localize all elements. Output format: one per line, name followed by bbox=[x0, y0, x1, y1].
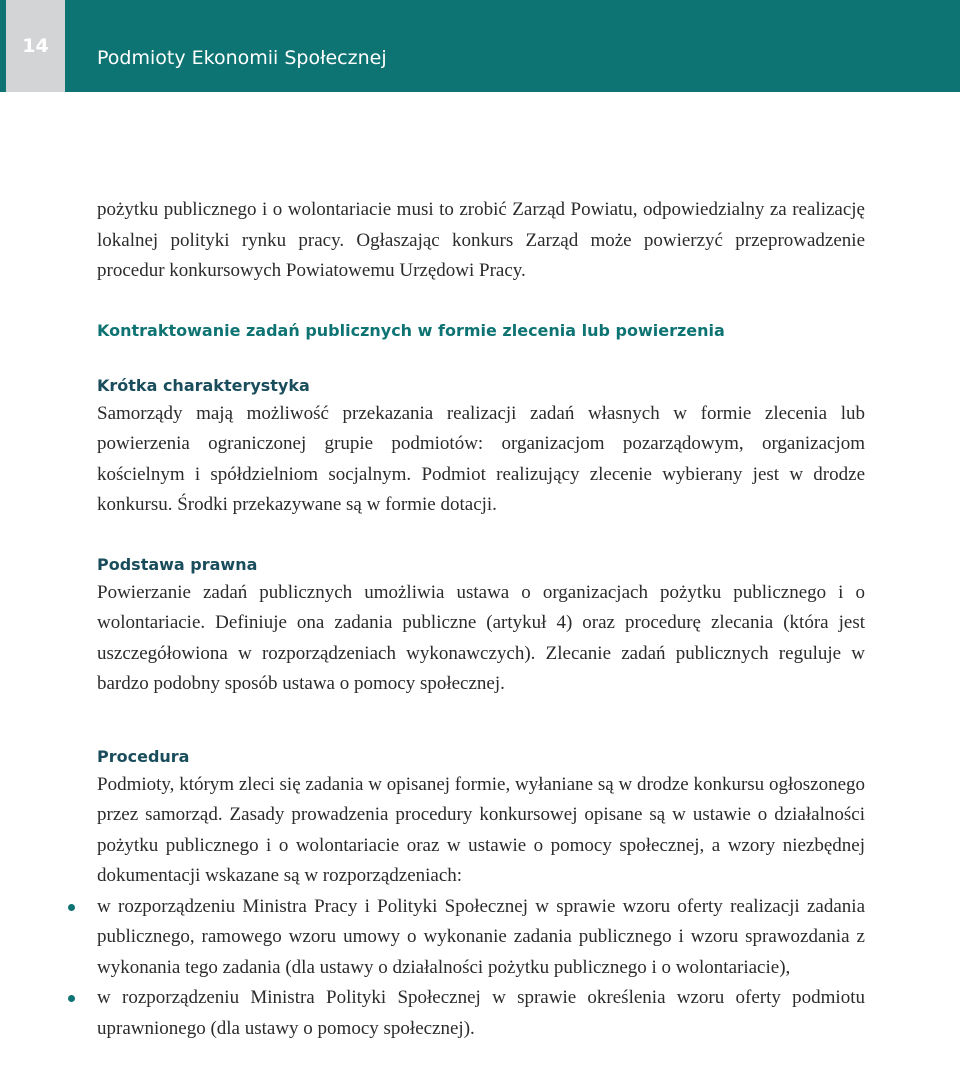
intro-paragraph: pożytku publicznego i o wolontariacie musi to zrobić Zarząd Powiatu, odpowiedzialny za realizację lokalnej polityki rynku pracy. Ogłaszając konkurs Zarząd może powierzyć przeprowadzenie procedur konkursowych Powiatowemu Urzędowi Pracy. bbox=[97, 199, 865, 281]
characteristics-heading: Krótka charakterystyka bbox=[97, 375, 310, 395]
header-title: Podmioty Ekonomii Społecznej bbox=[97, 47, 387, 69]
bullet-icon bbox=[68, 904, 75, 911]
legal-basis-heading: Podstawa prawna bbox=[97, 554, 258, 574]
list-item bbox=[97, 983, 865, 1044]
procedure-text: Podmioty, którym zleci się zadania w opisanej formie, wyłaniane są w drodze konkursu ogłoszonego przez samorząd. Zasady prowadzenia procedury konkursowej opisane są w ustawie o działalności pożytku publicznego i o wolontariacie oraz w ustawie o pomocy społecznej, a wzory niezbędnej dokumentacji wskazane są w rozporządzeniach: bbox=[97, 773, 865, 886]
list-item-text: w rozporządzeniu Ministra Pracy i Polityki Społecznej w sprawie wzoru oferty realizacji zadania publicznego, ramowego wzoru umowy o wykonanie zadania publicznego i wzoru sprawozdania z wykonania tego zadania (dla ustawy o działalności pożytku publicznego i o wolontariacie), bbox=[97, 895, 865, 978]
page-content bbox=[97, 195, 865, 1044]
legal-basis-text: Powierzanie zadań publicznych umożliwia ustawa o organizacjach pożytku publicznego i o wolontariacie. Definiuje ona zadania publiczne (artykuł 4) oraz procedurę zlecania (która jest uszczegółowiona w rozporządzeniach wykonawczych). Zlecanie zadań publicznych reguluje w bardzo podobny sposób ustawa o pomocy społecznej. bbox=[97, 581, 865, 694]
procedure-list bbox=[97, 892, 865, 1045]
list-item-text: w rozporządzeniu Ministra Polityki Społecznej w sprawie określenia wzoru oferty podmiotu uprawnionego (dla ustawy o pomocy społecznej). bbox=[97, 987, 865, 1039]
page-number: 14 bbox=[6, 0, 65, 92]
characteristics-text: Samorządy mają możliwość przekazania realizacji zadań własnych w formie zlecenia lub powierzenia ograniczonej grupie podmiotów: organizacjom pozarządowym, organizacjom kościelnym i spółdzielniom socjalnym. Podmiot realizujący zlecenie wybierany jest w drodze konkursu. Środki przekazywane są w formie dotacji. bbox=[97, 402, 865, 515]
list-item bbox=[97, 892, 865, 984]
page-header bbox=[0, 0, 960, 92]
procedure-heading: Procedura bbox=[97, 746, 190, 766]
bullet-icon bbox=[68, 995, 75, 1002]
section-title: Kontraktowanie zadań publicznych w formie zlecenia lub powierzenia bbox=[97, 320, 725, 340]
